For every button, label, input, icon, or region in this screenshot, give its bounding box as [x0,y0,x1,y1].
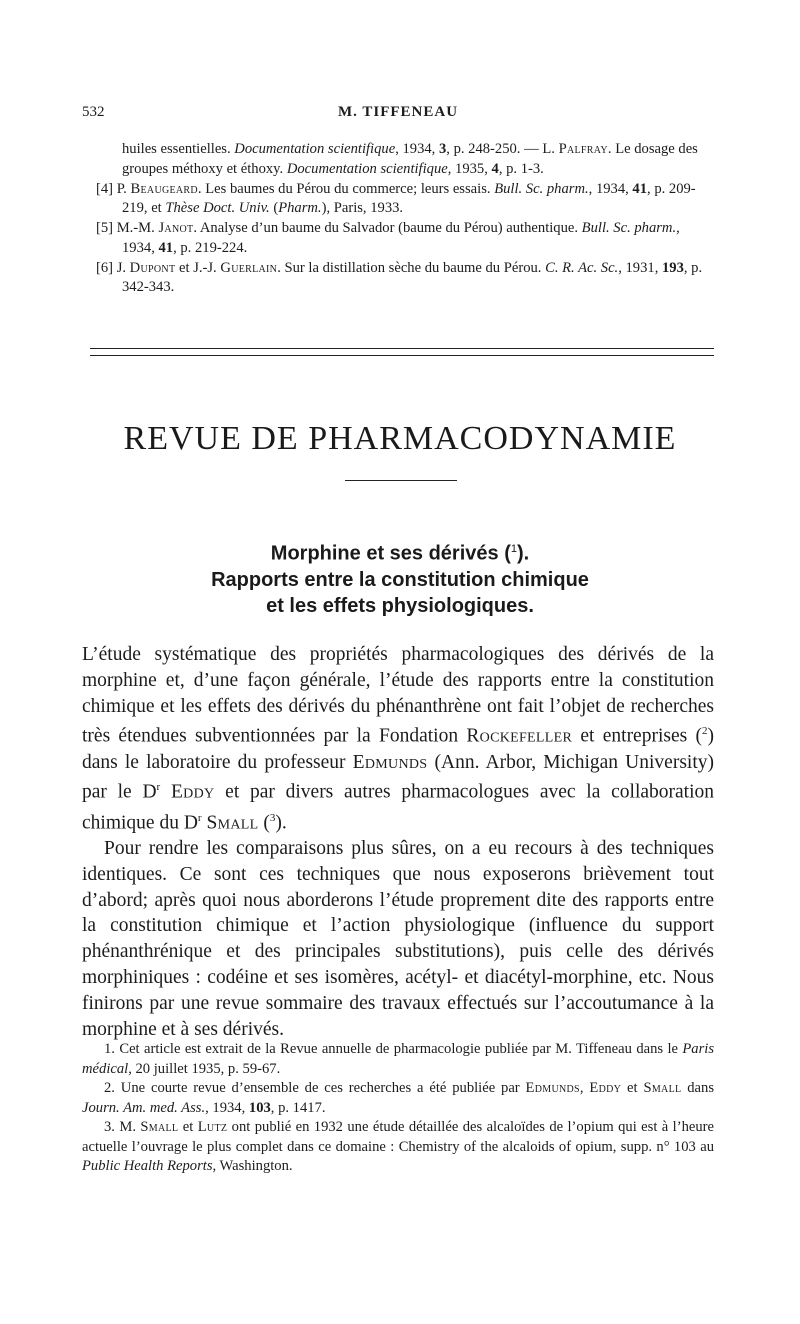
footnote-1: 1. Cet article est extrait de la Revue annuelle de pharmacologie publiée par M. Tiffeneau dans le Paris médical, 20 juillet 1935, p. 59-67. [82,1041,714,1077]
footnotes [82,1040,714,1177]
footnote-2: 2. Une courte revue d’ensemble de ces recherches a été publiée par Edmunds, Eddy et Small dans Journ. Am. med. Ass., 1934, 103, p. 1417. [82,1080,714,1116]
double-rule-divider [90,348,714,356]
reference-5: [5] M.-M. Janot. Analyse d’un baume du Salvador (baume du Pérou) authentique. Bull. Sc. pharm., 1934, 41, p. 219-224. [96,220,680,256]
body-paragraph-1: L’étude systématique des propriétés pharmacologiques des dérivés de la morphine et, d’une façon générale, l’étude des rapports entre la constitution chimique et les effets des dérivés du phénanthrène ont fait l’objet de recherches très étendues subventionnées par la Fondation Rockefeller et entreprises ($^2$) dans le laboratoire du professeur Edmunds (Ann. Arbor, Michigan University) par le $D^r$ Eddy et par divers autres pharmacologues avec la collaboration chimique du $D^r$ Small ($^3$). [82,644,714,834]
article-title [0,536,800,619]
footnote-ref-3[interactable]: 3 [269,811,276,824]
running-title: M. TIFFENEAU [337,104,459,120]
article-title-line-2: Rapports entre la constitution chimique [211,568,589,591]
article-title-line-1: Morphine et ses dérivés ($^1$). [270,542,530,565]
page-number: 532 [82,104,105,120]
footnote-ref-2[interactable]: 2 [702,725,708,738]
article-body [82,642,714,1042]
reference-4: [4] P. Beaugeard. Les baumes du Pérou du commerce; leurs essais. Bull. Sc. pharm., 1934, 41, p. 209-219, et Thèse Doct. Univ. (Pharm.), Paris, 1933. [96,180,696,216]
short-rule-divider [345,480,457,481]
footnote-ref-1[interactable]: 1 [510,543,517,555]
running-header [82,104,714,128]
references-list [82,140,716,298]
reference-3-continued: huiles essentielles. Documentation scientifique, 1934, 3, p. 248-250. — L. Palfray. Le dosage des groupes méthoxy et éthoxy. Documentation scientifique, 1935, 4, p. 1-3. [122,141,698,177]
article-title-line-3: et les effets physiologiques. [266,594,534,617]
footnote-3: 3. M. Small et Lutz ont publié en 1932 une étude détaillée des alcaloïdes de l’opium qui est à l’heure actuelle l’ouvrage le plus complet dans ce domaine : Chemistry of the alcaloids of opium, supp. n° 103 au Public Health Reports, Washington. [82,1119,714,1174]
section-title: REVUE DE PHARMACODYNAMIE [123,420,677,457]
body-paragraph-2: Pour rendre les comparaisons plus sûres, on a eu recours à des techniques identiques. Ce sont ces techniques que nous exposerons brièvement tout d’abord; après quoi nous aborderons l’étude proprement dite des rapports entre la constitution chimique et l’action physiologique (influence du support phénanthrénique et des principales substitutions), puis celle des dérivés morphiniques : codéine et ses isomères, acétyl- et diacétyl-morphine, etc. Nous finirons par une revue sommaire des travaux effectués sur l’accoutumance à la morphine et à ses dérivés. [82,838,714,1040]
reference-6: [6] J. Dupont et J.-J. Guerlain. Sur la distillation sèche du baume du Pérou. C. R. Ac. Sc., 1931, 193, p. 342-343. [96,259,703,295]
